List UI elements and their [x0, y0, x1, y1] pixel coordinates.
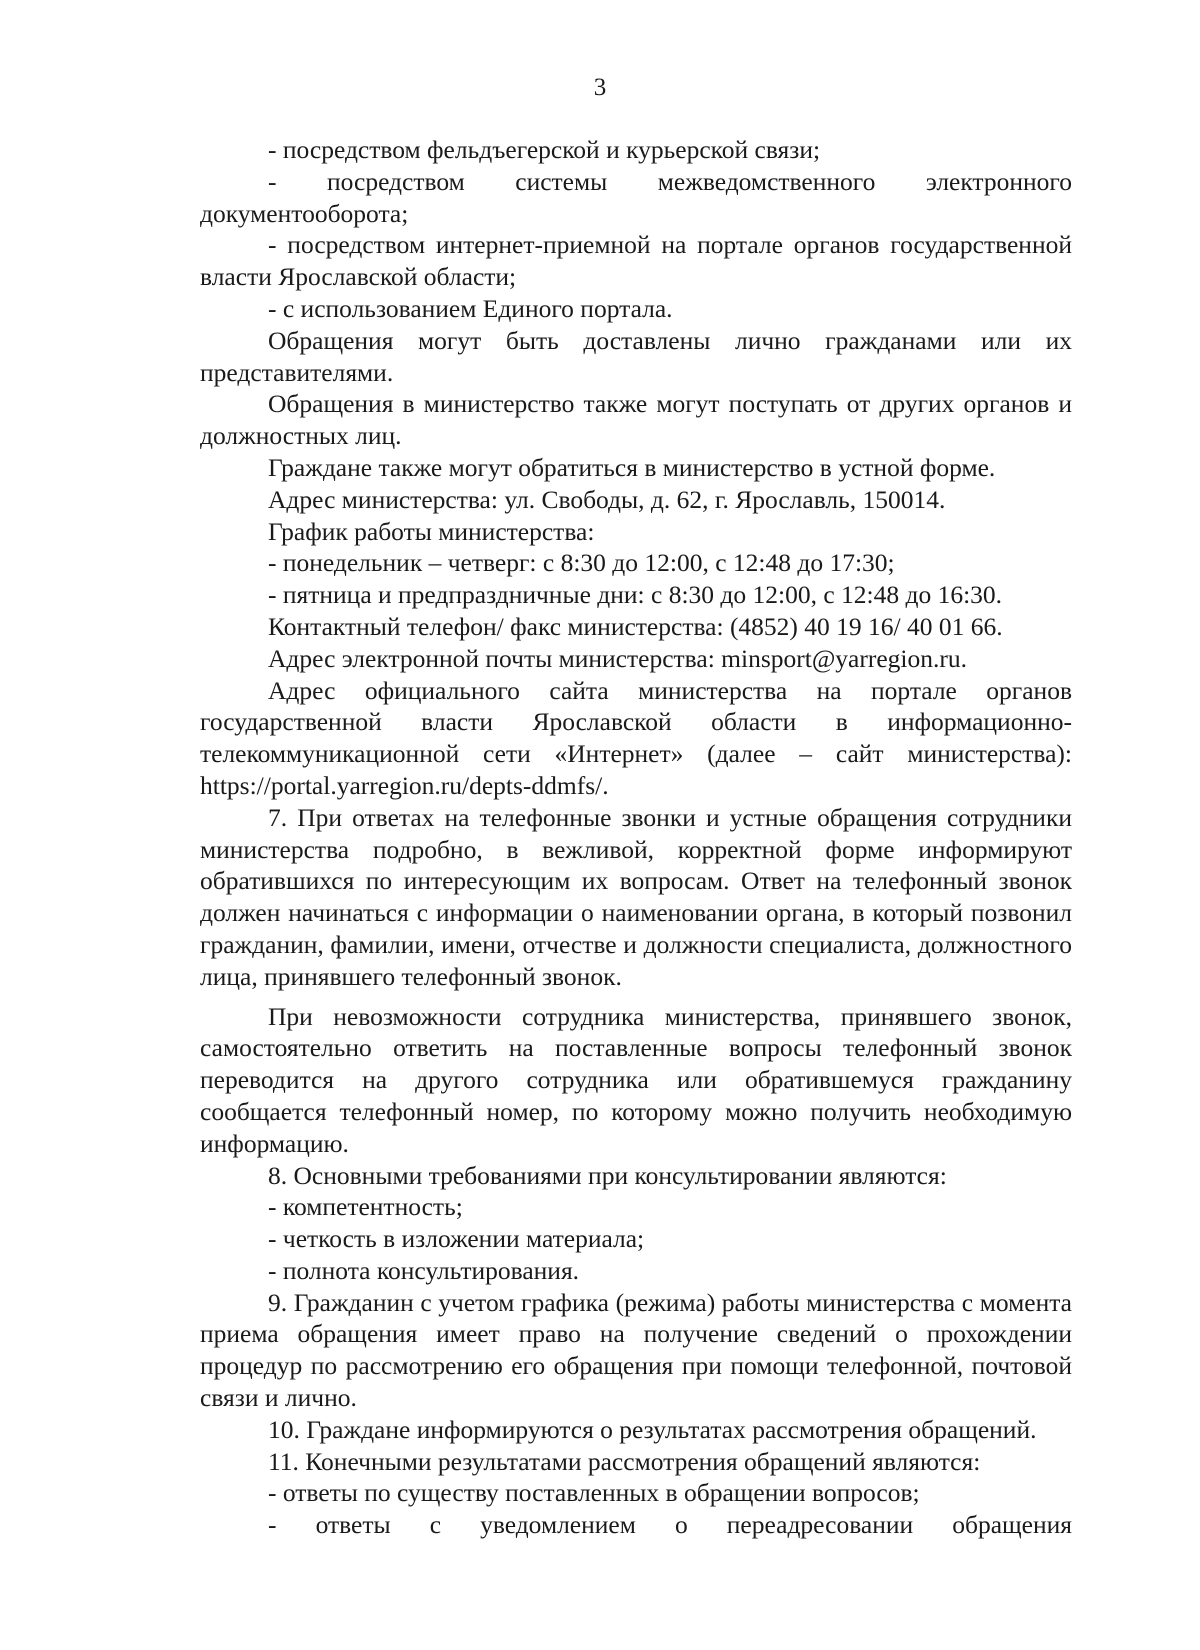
paragraph: - с использованием Единого портала.	[268, 293, 673, 323]
paragraph: - пятница и предпраздничные дни: с 8:30 до 12:00, с 12:48 до 16:30.	[268, 580, 1003, 610]
paragraph: - компетентность;	[268, 1192, 463, 1222]
paragraph: 8. Основными требованиями при консультировании являются:	[268, 1160, 947, 1190]
paragraph: Адрес электронной почты министерства: minsport@yarregion.ru.	[268, 643, 967, 673]
paragraph: 7. При ответах на телефонные звонки и устные обращения сотрудники министерства подробно, в вежливой, корректной форме информируют обратившихся по интересующим их вопросам. Ответ на телефонный звонок должен начинаться с информации о наименовании органа, в который позвонил гражданин, фамилии, имени, отчестве и должности специалиста, должностного лица, принявшего телефонный звонок.	[200, 802, 1072, 991]
paragraph: Адрес министерства: ул. Свободы, д. 62, г. Ярославль, 150014.	[268, 484, 946, 514]
paragraph: Граждане также могут обратиться в министерство в устной форме.	[268, 452, 996, 482]
paragraph: - ответы по существу поставленных в обращении вопросов;	[268, 1478, 920, 1508]
document-body	[200, 134, 1072, 1541]
paragraph: - четкость в изложении материала;	[268, 1224, 645, 1254]
paragraph: Обращения могут быть доставлены лично гражданами или их представителями.	[200, 325, 1072, 387]
paragraph: - ответы с уведомлением о переадресовании обращения	[268, 1510, 1072, 1540]
paragraph: - посредством фельдъегерской и курьерской связи;	[268, 135, 821, 164]
paragraph: 9. Гражданин с учетом графика (режима) работы министерства с момента приема обращения имеет право на получение сведений о прохождении процедур по рассмотрению его обращения при помощи телефонной, почтовой связи и лично.	[200, 1287, 1072, 1413]
paragraph: График работы министерства:	[268, 516, 595, 546]
page-number: 3	[593, 74, 607, 101]
paragraph: Обращения в министерство также могут поступать от других органов и должностных лиц.	[200, 389, 1072, 451]
paragraph: - посредством системы межведомственного электронного документооборота;	[200, 166, 1072, 228]
paragraph: - посредством интернет-приемной на портале органов государственной власти Ярославской области;	[200, 230, 1072, 292]
paragraph: При невозможности сотрудника министерства, принявшего звонок, самостоятельно ответить на поставленные вопросы телефонный звонок переводится на другого сотрудника или обратившемуся гражданину сообщается телефонный номер, по которому можно получить необходимую информацию.	[200, 1001, 1072, 1158]
paragraph: - полнота консультирования.	[268, 1255, 580, 1285]
paragraph: 10. Граждане информируются о результатах рассмотрения обращений.	[268, 1414, 1037, 1444]
paragraph: Контактный телефон/ факс министерства: (4852) 40 19 16/ 40 01 66.	[268, 611, 1003, 641]
paragraph: - понедельник – четверг: с 8:30 до 12:00, с 12:48 до 17:30;	[268, 548, 895, 578]
paragraph: 11. Конечными результатами рассмотрения обращений являются:	[268, 1446, 981, 1476]
paragraph: Адрес официального сайта министерства на портале органов государственной власти Ярославской области в информационно-телекоммуникационной сети «Интернет» (далее – сайт министерства): https://portal.yarregion.ru/depts-ddmfs/.	[200, 675, 1072, 800]
